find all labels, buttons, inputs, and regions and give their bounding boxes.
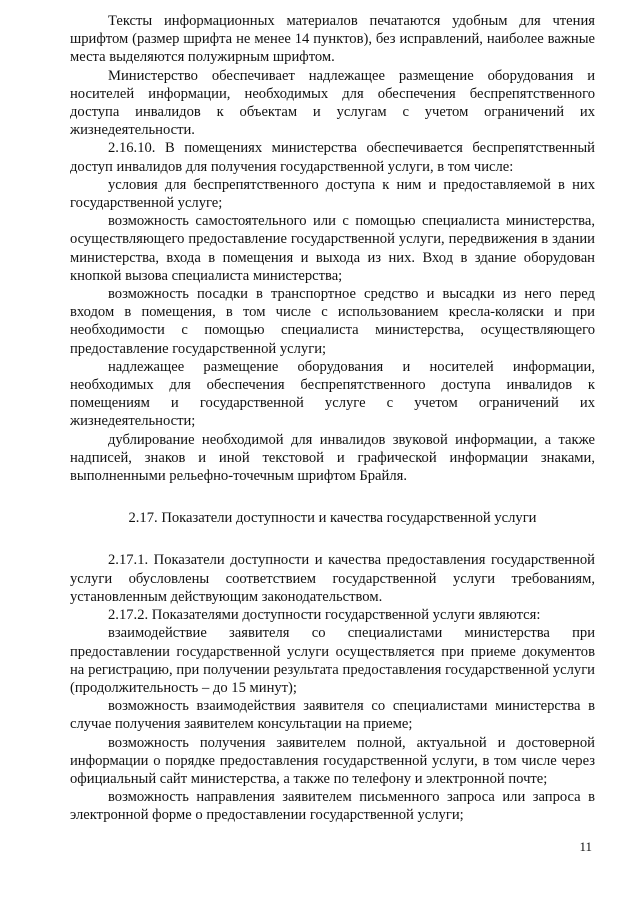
document-page (70, 12, 595, 825)
paragraph-access-conditions: условия для беспрепятственного доступа к ним и предоставляемой в них государственной услуге; (70, 176, 595, 212)
page-number: 11 (579, 839, 592, 854)
section-heading: 2.17. Показатели доступности и качества государственной услуги (128, 510, 537, 527)
paragraph-2-16-10: 2.16.10. В помещениях министерства обеспечивается беспрепятственный доступ инвалидов для получения государственной услуги, в том числе: (70, 140, 595, 175)
paragraph-interaction: взаимодействие заявителя со специалистами министерства при предоставлении государственной услуги осуществляется при приеме документов на регистрацию, при получении результата предоставления государственной услуги (продолжительность – до 15 минут); (70, 625, 595, 696)
paragraph-braille: дублирование необходимой для инвалидов звуковой информации, а также надписей, знаков и иной текстовой и графической информации знаками, выполненными рельефно-точечным шрифтом Брайля. (70, 431, 595, 485)
paragraph-request: возможность направления заявителем письменного запроса или запроса в электронной форме о предоставлении государственной услуги; (70, 789, 595, 824)
paragraph-movement: возможность самостоятельного или с помощью специалиста министерства, осуществляющего предоставление государственной услуги, передвижения в здании министерства, входа в помещения и выхода из них. Вход в здание оборудован кнопкой вызова специалиста министерства; (70, 213, 595, 284)
paragraph-consultation: возможность взаимодействия заявителя со специалистами министерства в случае получения заявителем консультации на приеме; (70, 698, 595, 733)
paragraph-information: возможность получения заявителем полной, актуальной и достоверной информации о порядке предоставления государственной услуги, в том числе через официальный сайт министерства, а также по телефону и электронной почте; (70, 734, 595, 787)
paragraph-2-17-2: 2.17.2. Показателями доступности государственной услуги являются: (108, 607, 541, 624)
paragraph-transport: возможность посадки в транспортное средство и высадки из него перед входом в помещения, в том числе с использованием кресла-коляски и при необходимости с помощью специалиста министерства, осуществляющего предоставление государственной услуги; (70, 286, 595, 357)
paragraph-placement: надлежащее размещение оборудования и носителей информации, необходимых для обеспечения беспрепятственного доступа инвалидов к помещениям и государственной услуге с учетом ограничений их жизнедеятельности; (70, 358, 595, 430)
paragraph-equipment: Министерство обеспечивает надлежащее размещение оборудования и носителей информации, необходимых для обеспечения беспрепятственного доступа инвалидов к объектам и услугам с учетом ограничений их жизнедеятельности. (70, 67, 595, 139)
paragraph-2-17-1: 2.17.1. Показатели доступности и качества предоставления государственной услуги обусловлены соответствием государственной услуги требованиям, установленным действующим законодательством. (70, 552, 595, 605)
paragraph-fonts: Тексты информационных материалов печатаются удобным для чтения шрифтом (размер шрифта не менее 14 пунктов), без исправлений, наиболее важные места выделяются полужирным шрифтом. (70, 13, 595, 66)
